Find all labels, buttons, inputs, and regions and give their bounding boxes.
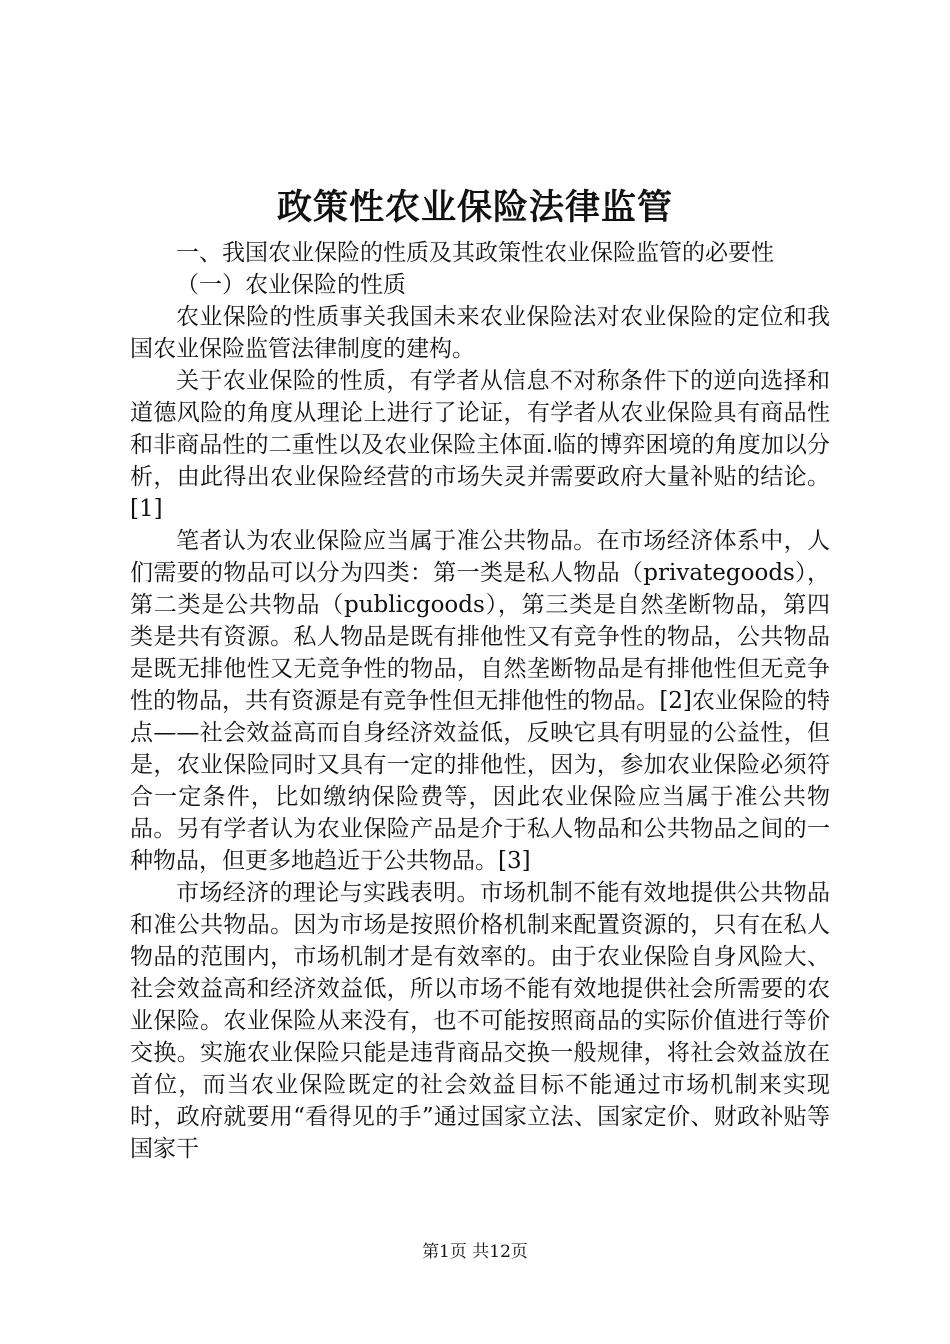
body-paragraph: 农业保险的性质事关我国未来农业保险法对农业保险的定位和我国农业保险监管法律制度的建构。 <box>130 304 830 362</box>
body-paragraph: 笔者认为农业保险应当属于准公共物品。在市场经济体系中，人们需要的物品可以分为四类：第一类是私人物品（privategoods），第二类是公共物品（publicgoods），第三类是自然垄断物品，第四类是共有资源。私人物品是既有排他性又有竞争性的物品，公共物品是既无排他性又无竞争性的物品，自然垄断物品是有排他性但无竞争性的物品，共有资源是有竞争性但无排他性的物品。[2]农业保险的特点——社会效益高而自身经济效益低，反映它具有明显的公益性，但是，农业保险同时又具有一定的排他性，因为，参加农业保险必须符合一定条件，比如缴纳保险费等，因此农业保险应当属于准公共物品。另有学者认为农业保险产品是介于私人物品和公共物品之间的一种物品，但更多地趋近于公共物品。[3] <box>130 528 830 874</box>
section-heading: 一、我国农业保险的性质及其政策性农业保险监管的必要性 <box>176 240 774 266</box>
body-paragraph: 市场经济的理论与实践表明。市场机制不能有效地提供公共物品和准公共物品。因为市场是按照价格机制来配置资源的，只有在私人物品的范围内，市场机制才是有效率的。由于农业保险自身风险大、社会效益高和经济效益低，所以市场不能有效地提供社会所需要的农业保险。农业保险从来没有，也不可能按照商品的实际价值进行等价交换。实施农业保险只能是违背商品交换一般规律，将社会效益放在首位，而当农业保险既定的社会效益目标不能通过市场机制来实现时，政府就要用“看得见的手”通过国家立法、国家定价、财政补贴等国家干 <box>130 880 830 1162</box>
document-body <box>130 237 830 1165</box>
document-title: 政策性农业保险法律监管 <box>276 187 673 228</box>
page-footer: 第1页 共12页 <box>422 1242 528 1262</box>
body-paragraph: 关于农业保险的性质，有学者从信息不对称条件下的逆向选择和道德风险的角度从理论上进行了论证，有学者从农业保险具有商品性和非商品性的二重性以及农业保险主体面.临的博弈困境的角度加以分析，由此得出农业保险经营的市场失灵并需要政府大量补贴的结论。[1] <box>130 368 830 522</box>
subsection-heading: （一）农业保险的性质 <box>176 272 406 298</box>
